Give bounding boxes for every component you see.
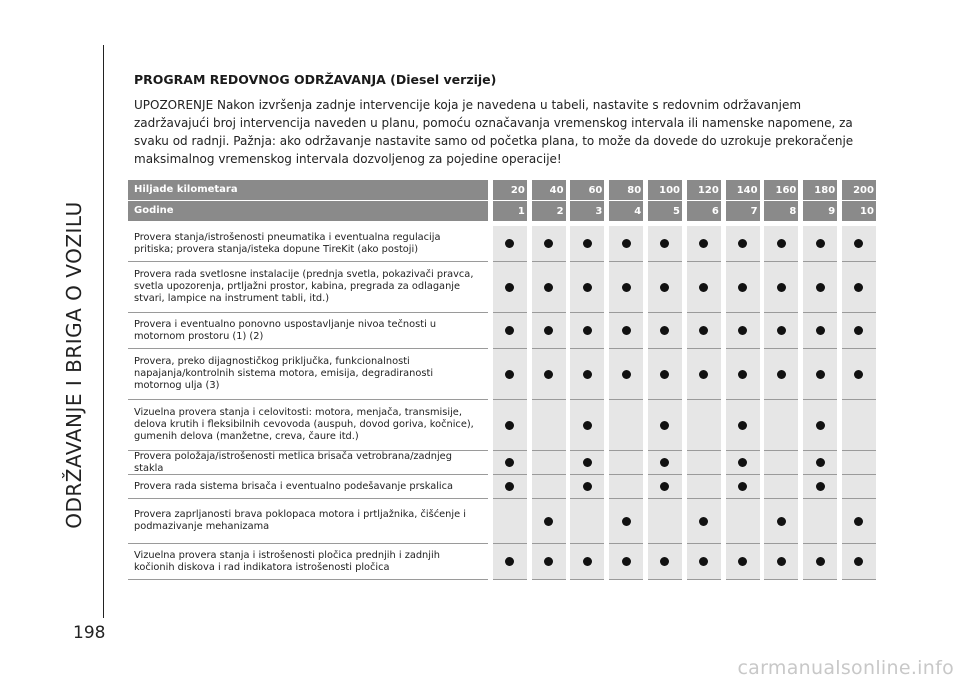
interval-cell [803,544,837,580]
years-header-cell: 6 [687,201,721,221]
interval-cell [493,451,527,475]
km-header-cell: 200 [842,180,876,200]
check-dot-icon [622,283,631,292]
interval-cell [532,400,566,451]
table-row [128,400,876,451]
interval-cell [648,349,682,400]
interval-cell [532,544,566,580]
check-dot-icon [505,557,514,566]
check-dot-icon [660,482,669,491]
table-row [128,475,876,499]
interval-cell [609,400,643,451]
interval-cell [842,451,876,475]
table-body [128,226,876,580]
check-dot-icon [622,239,631,248]
interval-cell [842,349,876,400]
interval-cell [764,499,798,544]
interval-cell [726,400,760,451]
check-dot-icon [544,370,553,379]
check-dot-icon [777,517,786,526]
row-label: Vizuelna provera stanja i celovitosti: motora, menjača, transmisije, delova krutih i fleksibilnih cevovoda (auspuh, dovod goriva, kočnice), gumenih delova (manžetne, creva, čaure itd.) [128,400,488,451]
interval-cell [532,313,566,349]
interval-cell [687,475,721,499]
interval-cell [842,400,876,451]
interval-cell [687,262,721,313]
interval-cell [570,475,604,499]
interval-cell [842,499,876,544]
check-dot-icon [505,239,514,248]
interval-cell [532,262,566,313]
interval-cell [570,313,604,349]
interval-cell [687,349,721,400]
interval-cell [764,400,798,451]
years-header-cell: 4 [609,201,643,221]
table-row [128,451,876,475]
check-dot-icon [583,421,592,430]
interval-cell [687,400,721,451]
interval-cell [726,499,760,544]
check-dot-icon [854,326,863,335]
check-dot-icon [816,370,825,379]
interval-cell [726,451,760,475]
check-dot-icon [816,482,825,491]
interval-cell [648,499,682,544]
interval-cell [609,262,643,313]
check-dot-icon [660,421,669,430]
check-dot-icon [544,239,553,248]
interval-cell [493,499,527,544]
check-dot-icon [738,482,747,491]
interval-cell [803,313,837,349]
check-dot-icon [699,326,708,335]
interval-cell [609,499,643,544]
interval-cell [493,544,527,580]
interval-cell [570,262,604,313]
interval-cell [570,400,604,451]
check-dot-icon [583,458,592,467]
km-header-row [128,180,876,201]
years-header-cell: 5 [648,201,682,221]
check-dot-icon [854,517,863,526]
check-dot-icon [660,239,669,248]
interval-cell [609,475,643,499]
km-header-cell: 60 [570,180,604,200]
interval-cell [493,226,527,262]
interval-cell [532,226,566,262]
check-dot-icon [544,557,553,566]
km-header-cell: 20 [493,180,527,200]
check-dot-icon [505,283,514,292]
interval-cell [532,349,566,400]
interval-cell [493,475,527,499]
check-dot-icon [816,458,825,467]
interval-cell [648,400,682,451]
interval-cell [570,544,604,580]
check-dot-icon [660,283,669,292]
interval-cell [726,544,760,580]
row-label: Provera, preko dijagnostičkog priključka, funkcionalnosti napajanja/kontrolnih sistema motora, emisija, degradiranosti motornog ulja (3) [128,349,488,400]
table-row [128,262,876,313]
interval-cell [609,349,643,400]
interval-cell [764,262,798,313]
check-dot-icon [777,239,786,248]
warning-text: UPOZORENJE Nakon izvršenja zadnje intervencije koja je navedena u tabeli, nastavite s redovnim održavanjem zadržavajući broj intervencija naveden u planu, pomoću označavanja vremenskog intervala ili namenske napomene, za svaku od radnji. Pažnja: ako održavanje nastavite samo od početka plana, to može da dovede do uzrokuje prekoračenje maksimalnog vremenskog intervala dozvoljenog za pojedine operacije! [134,98,854,166]
check-dot-icon [777,283,786,292]
interval-cell [803,451,837,475]
table-row [128,226,876,262]
check-dot-icon [854,283,863,292]
interval-cell [803,400,837,451]
interval-cell [648,262,682,313]
check-dot-icon [699,283,708,292]
interval-cell [726,349,760,400]
row-label: Vizuelna provera stanja i istrošenosti pločica prednjih i zadnjih kočionih diskova i rad indikatora istrošenosti pločica [128,544,488,580]
check-dot-icon [854,557,863,566]
interval-cell [842,475,876,499]
check-dot-icon [622,557,631,566]
interval-cell [609,226,643,262]
check-dot-icon [660,370,669,379]
row-label: Provera i eventualno ponovno uspostavljanje nivoa tečnosti u motornom prostoru (1) (2) [128,313,488,349]
check-dot-icon [622,370,631,379]
km-header-cell: 160 [764,180,798,200]
table-row [128,313,876,349]
check-dot-icon [816,557,825,566]
interval-cell [609,451,643,475]
interval-cell [726,226,760,262]
years-header-cell: 8 [764,201,798,221]
check-dot-icon [738,326,747,335]
interval-cell [532,451,566,475]
interval-cell [532,499,566,544]
interval-cell [687,313,721,349]
interval-cell [764,226,798,262]
interval-cell [764,349,798,400]
interval-cell [648,544,682,580]
check-dot-icon [544,517,553,526]
check-dot-icon [738,458,747,467]
check-dot-icon [583,326,592,335]
check-dot-icon [583,557,592,566]
interval-cell [803,475,837,499]
section-title: PROGRAM REDOVNOG ODRŽAVANJA (Diesel verzije) [134,72,497,87]
interval-cell [803,262,837,313]
check-dot-icon [505,326,514,335]
km-header-cell: 120 [687,180,721,200]
years-header-cell: 7 [726,201,760,221]
check-dot-icon [622,326,631,335]
interval-cell [764,544,798,580]
km-header-cell: 40 [532,180,566,200]
interval-cell [648,451,682,475]
years-header-cell: 10 [842,201,876,221]
watermark: carmanualsonline.info [737,657,954,679]
interval-cell [687,499,721,544]
check-dot-icon [777,370,786,379]
check-dot-icon [816,326,825,335]
interval-cell [493,262,527,313]
check-dot-icon [777,326,786,335]
years-header-cell: 3 [570,201,604,221]
check-dot-icon [816,283,825,292]
interval-cell [687,226,721,262]
check-dot-icon [854,239,863,248]
interval-cell [726,475,760,499]
interval-cell [842,313,876,349]
check-dot-icon [816,239,825,248]
row-label: Provera zaprljanosti brava poklopaca motora i prtljažnika, čišćenje i podmazivanje mehanizama [128,499,488,544]
chapter-title: ODRŽAVANJE I BRIGA O VOZILU [62,201,86,529]
interval-cell [803,349,837,400]
interval-cell [609,544,643,580]
km-header-cell: 140 [726,180,760,200]
interval-cell [570,349,604,400]
check-dot-icon [660,557,669,566]
check-dot-icon [505,458,514,467]
maintenance-table [128,180,876,580]
interval-cell [648,313,682,349]
interval-cell [726,262,760,313]
km-header-cell: 80 [609,180,643,200]
interval-cell [726,313,760,349]
check-dot-icon [854,370,863,379]
interval-cell [493,313,527,349]
interval-cell [687,451,721,475]
check-dot-icon [583,370,592,379]
interval-cell [648,475,682,499]
interval-cell [570,499,604,544]
row-label: Provera rada sistema brisača i eventualno podešavanje prskalica [128,475,488,499]
check-dot-icon [583,239,592,248]
check-dot-icon [583,482,592,491]
check-dot-icon [505,370,514,379]
check-dot-icon [738,239,747,248]
interval-cell [803,226,837,262]
table-row [128,499,876,544]
page-number: 198 [73,623,106,643]
interval-cell [842,226,876,262]
years-header-cell: 2 [532,201,566,221]
interval-cell [570,451,604,475]
check-dot-icon [699,517,708,526]
row-label: Provera položaja/istrošenosti metlica brisača vetrobrana/zadnjeg stakla [128,451,488,475]
check-dot-icon [738,421,747,430]
check-dot-icon [660,458,669,467]
interval-cell [764,475,798,499]
years-header-row [128,201,876,222]
check-dot-icon [777,557,786,566]
check-dot-icon [699,370,708,379]
km-header-label: Hiljade kilometara [128,180,488,200]
years-header-label: Godine [128,201,488,221]
check-dot-icon [816,421,825,430]
km-header-cell: 100 [648,180,682,200]
interval-cell [493,400,527,451]
interval-cell [609,313,643,349]
interval-cell [532,475,566,499]
check-dot-icon [738,370,747,379]
chapter-divider [103,45,104,618]
check-dot-icon [583,283,592,292]
check-dot-icon [544,283,553,292]
interval-cell [764,313,798,349]
check-dot-icon [699,557,708,566]
check-dot-icon [505,421,514,430]
table-row [128,349,876,400]
interval-cell [842,262,876,313]
interval-cell [570,226,604,262]
row-label: Provera stanja/istrošenosti pneumatika i eventualna regulacija pritiska; provera stanja/isteka dopune TireKit (ako postoji) [128,226,488,262]
check-dot-icon [738,283,747,292]
interval-cell [493,349,527,400]
row-label: Provera rada svetlosne instalacije (prednja svetla, pokazivači pravca, svetla upozorenja, prtljažni prostor, kabina, pregrada za odlaganje stvari, lampice na instrument tabli, itd.) [128,262,488,313]
km-header-cell: 180 [803,180,837,200]
interval-cell [687,544,721,580]
check-dot-icon [699,239,708,248]
interval-cell [842,544,876,580]
check-dot-icon [622,517,631,526]
interval-cell [764,451,798,475]
interval-cell [803,499,837,544]
check-dot-icon [660,326,669,335]
table-row [128,544,876,580]
check-dot-icon [738,557,747,566]
interval-cell [648,226,682,262]
years-header-cell: 9 [803,201,837,221]
years-header-cell: 1 [493,201,527,221]
check-dot-icon [544,326,553,335]
check-dot-icon [505,482,514,491]
